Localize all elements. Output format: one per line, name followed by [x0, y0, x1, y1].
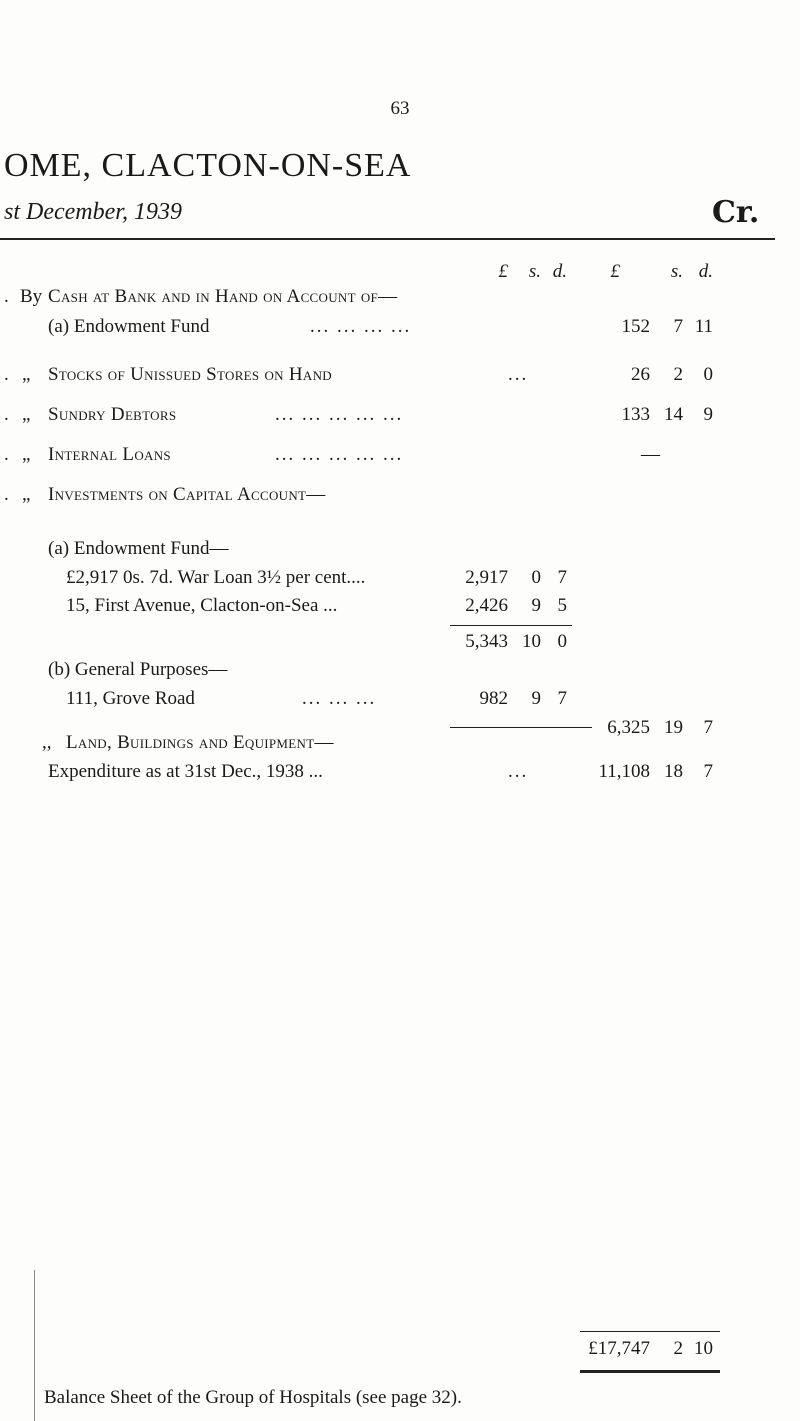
amount-pounds: 5,343 [465, 631, 508, 652]
row-label: Expenditure as at 31st Dec., 1938 ... [48, 761, 323, 782]
ledger-row [0, 567, 800, 597]
row-prefix: „ [22, 444, 31, 465]
col1-pence-header: d. [552, 261, 567, 282]
amount-shillings: 2 [673, 364, 683, 385]
row-marker: . [4, 286, 9, 307]
amount-pence: 7 [557, 567, 567, 588]
amount-pounds: 982 [479, 688, 508, 709]
row-marker: . [4, 444, 9, 465]
footer-note: Balance Sheet of the Group of Hospitals (see page 32). [44, 1387, 462, 1408]
amount-pounds: 26 [631, 364, 650, 385]
amount-pounds: 2,426 [465, 595, 508, 616]
ledger-row [0, 444, 800, 474]
amount-dash: — [641, 444, 660, 465]
amount-pence: 11 [694, 316, 713, 337]
row-prefix: „ [22, 404, 31, 425]
row-label: 15, First Avenue, Clacton-on-Sea ... [66, 595, 338, 616]
amount-pence: 7 [557, 688, 567, 709]
row-marker: . [4, 404, 9, 425]
col2-shillings-header: s. [670, 261, 683, 282]
subtotal-rule [450, 625, 572, 626]
ledger-row [0, 484, 800, 514]
row-marker: . [4, 484, 9, 505]
row-label: (a) Endowment Fund— [48, 538, 229, 559]
ledger-row [0, 364, 800, 394]
leader-dots: ... ... ... ... ... [275, 444, 404, 465]
total-double-rule [580, 1370, 720, 1373]
row-prefix: „ [22, 364, 31, 385]
amount-pounds: 2,917 [465, 567, 508, 588]
leader-dots: ... ... ... ... ... [275, 404, 404, 425]
page-subheading: st December, 1939 [4, 199, 182, 225]
row-label: Sundry Debtors [48, 404, 177, 425]
amount-pence: 7 [703, 761, 713, 782]
ledger-row [0, 761, 800, 791]
row-label: (a) Endowment Fund [48, 316, 210, 337]
ledger-row [0, 688, 800, 718]
total-row [0, 1338, 800, 1368]
total-shillings: 2 [673, 1338, 683, 1359]
row-label: £2,917 0s. 7d. War Loan 3½ per cent.... [66, 567, 366, 588]
amount-pence: 9 [703, 404, 713, 425]
leader-dots: ... [508, 364, 529, 385]
amount-shillings: 19 [664, 717, 683, 738]
ledger-row [0, 631, 800, 661]
leader-dots: ... ... ... ... [310, 316, 412, 337]
total-pounds: £17,747 [588, 1338, 650, 1359]
amount-pence: 7 [703, 717, 713, 738]
header-rule [0, 238, 775, 240]
amount-shillings: 9 [531, 595, 541, 616]
page-number: 63 [390, 98, 410, 119]
ledger-row [0, 659, 800, 689]
amount-pence: 0 [703, 364, 713, 385]
col2-pounds-header: £ [610, 261, 620, 282]
row-label: Land, Buildings and Equipment— [66, 732, 334, 753]
amount-pence: 0 [557, 631, 567, 652]
col2-pence-header: d. [698, 261, 713, 282]
leader-dots: ... [508, 761, 529, 782]
total-top-rule [580, 1331, 720, 1332]
amount-pounds: 133 [621, 404, 650, 425]
amount-pounds: 11,108 [598, 761, 650, 782]
amount-pounds: 152 [621, 316, 650, 337]
amount-shillings: 9 [531, 688, 541, 709]
amount-shillings: 10 [522, 631, 541, 652]
row-label: 111, Grove Road [66, 688, 195, 709]
amount-shillings: 7 [673, 316, 683, 337]
amount-pence: 5 [557, 595, 567, 616]
credit-mark: Cr. [712, 195, 760, 230]
ledger-row [0, 286, 800, 316]
total-pence: 10 [694, 1338, 713, 1359]
amount-shillings: 18 [664, 761, 683, 782]
row-prefix: ,, [42, 732, 52, 753]
amount-shillings: 0 [531, 567, 541, 588]
row-label: Stocks of Unissued Stores on Hand [48, 364, 332, 385]
ledger-row [0, 538, 800, 568]
margin-line [34, 1270, 35, 1421]
leader-dots: ... ... ... [302, 688, 377, 709]
row-prefix: By [20, 286, 43, 307]
ledger-row [0, 404, 800, 434]
row-label: Cash at Bank and in Hand on Account of— [48, 286, 398, 307]
ledger-row [0, 316, 800, 346]
row-marker: . [4, 364, 9, 385]
row-label: Internal Loans [48, 444, 171, 465]
row-prefix: „ [22, 484, 31, 505]
row-label: Investments on Capital Account— [48, 484, 326, 505]
page-heading: OME, CLACTON-ON-SEA [4, 147, 412, 184]
col1-shillings-header: s. [528, 261, 541, 282]
row-label: (b) General Purposes— [48, 659, 228, 680]
amount-shillings: 14 [664, 404, 683, 425]
amount-pounds: 6,325 [607, 717, 650, 738]
ledger-row [0, 732, 800, 762]
col1-pounds-header: £ [498, 261, 508, 282]
ledger-row [0, 595, 800, 625]
